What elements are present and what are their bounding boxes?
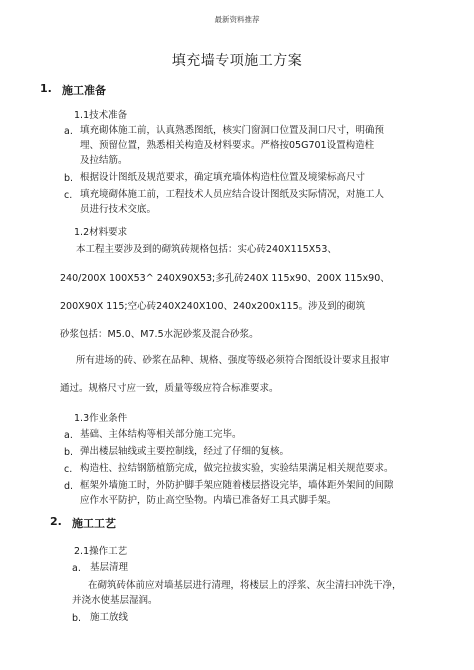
paragraph-line: 240/200X 100X53^ 240X90X53;多孔砖240X 115x90、200X 115x90、: [60, 273, 390, 284]
list-item-line: 及拉结筋。: [80, 155, 128, 166]
section-2-number: 2.: [50, 515, 62, 528]
section-2-title: 施工工艺: [72, 517, 116, 530]
list-marker: b.: [72, 613, 82, 624]
list-marker: b.: [64, 173, 74, 184]
list-marker: c.: [64, 464, 73, 475]
subsection-2-1-title: 2.1操作工艺: [74, 546, 128, 557]
list-item-line: 构造柱、拉结钢筋植筋完成，做完拉拔实验，实验结果满足相关规范要求。: [80, 463, 394, 474]
list-item-line: 弹出楼层轴线或主要控制线，经过了仔细的复核。: [80, 446, 290, 457]
section-1-number: 1.: [40, 82, 52, 95]
list-item-line: 框架外墙施工时，外防护脚手架应随着楼层搭设完毕，墙体距外架间的间隙: [80, 480, 394, 491]
subsection-1-2-title: 1.2材料要求: [74, 227, 128, 238]
list-marker: a.: [64, 126, 73, 137]
list-item-label: 施工放线: [90, 612, 129, 623]
list-item-line: 填充砌体施工前，认真熟悉图纸，核实门窗洞口位置及洞口尺寸，明确预: [80, 125, 385, 136]
section-1-title: 施工准备: [62, 84, 106, 97]
paragraph-line: 砂浆包括：M5.0、M7.5水泥砂浆及混合砂浆。: [60, 329, 259, 340]
list-item-line: 并浇水使基层湿润。: [72, 595, 158, 606]
list-marker: a.: [64, 430, 73, 441]
page-header-note: 最新资料推荐: [214, 15, 260, 24]
list-item-line: 埋、预留位置，熟悉相关构造及材料要求。严格按05G701设置构造柱: [80, 140, 375, 151]
list-item-line: 基础、主体结构等相关部分施工完毕。: [80, 429, 242, 440]
list-marker: a.: [72, 563, 81, 574]
paragraph-line: 200X90X 115;空心砖240X240X100、240x200x115。涉及到的砌筑: [60, 301, 366, 312]
document-title: 填充墙专项施工方案: [171, 53, 303, 69]
list-item-line: 应作水平防护，防止高空坠物。内墙已准备好工具式脚手架。: [80, 495, 337, 506]
list-item-line: 员进行技术交底。: [80, 204, 157, 215]
subsection-1-3-title: 1.3作业条件: [74, 413, 128, 424]
subsection-1-1-title: 1.1技术准备: [74, 110, 128, 121]
list-marker: b.: [64, 447, 74, 458]
list-item-line: 在砌筑砖体前应对墙基层进行清理，将楼层上的浮浆、灰尘清扫冲洗干净，: [88, 580, 402, 591]
list-item-line: 根据设计图纸及规范要求，确定填充墙体构造柱位置及境梁标高尺寸: [80, 172, 366, 183]
list-item-label: 基层清理: [90, 562, 129, 573]
list-marker: d.: [64, 481, 74, 492]
paragraph-line: 通过。规格尺寸应一致，质量等级应符合标准要求。: [60, 383, 279, 394]
list-item-line: 填充境砌体施工前，工程技术人员应结合设计图纸及实际情况，对施工人: [80, 189, 385, 200]
list-marker: c.: [64, 190, 73, 201]
paragraph-line: 所有进场的砖、砂浆在品种、规格、强度等级必须符合图纸设计要求且报审: [76, 355, 390, 366]
paragraph-line: 本工程主要涉及到的砌筑砖规格包括：实心砖240X115X53、: [76, 244, 337, 255]
